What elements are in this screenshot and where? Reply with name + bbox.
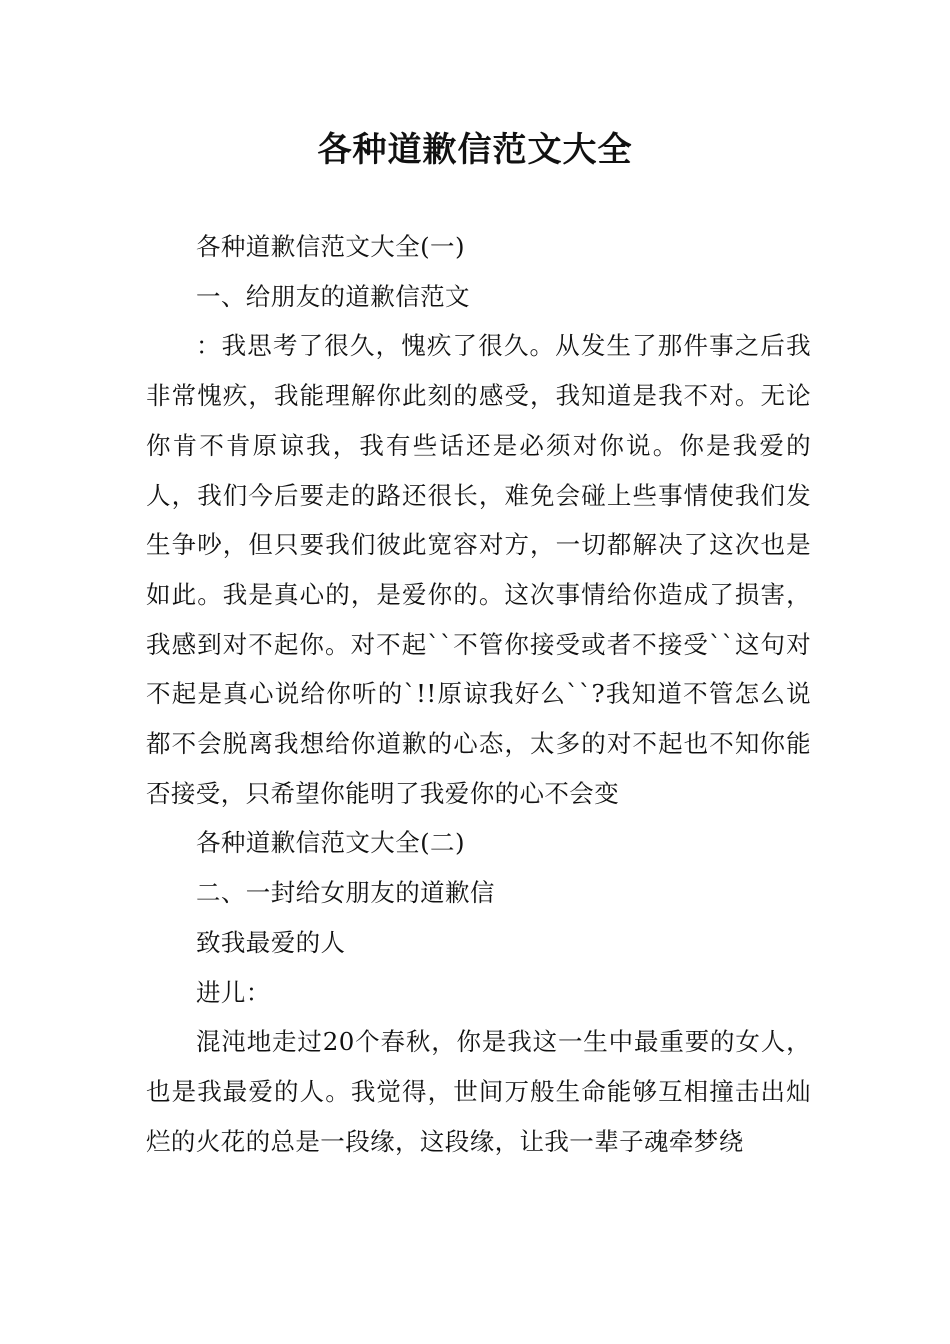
- section-heading-2: 各种道歉信范文大全(二): [196, 828, 465, 858]
- letter-salutation-line: 致我最爱的人: [196, 927, 346, 957]
- subsection-heading-2: 二、一封给女朋友的道歉信: [196, 878, 495, 908]
- document-body: [146, 222, 811, 1166]
- body-paragraph-1: ：我思考了很久，愧疚了很久。从发生了那件事之后我非常愧疚，我能理解你此刻的感受，我知道是我不对。无论你肯不肯原谅我，我有些话还是必须对你说。你是我爱的人，我们今后要走的路还很长，难免会碰上些事情使我们发生争吵，但只要我们彼此宽容对方，一切都解决了这次也是如此。我是真心的，是爱你的。这次事情给你造成了损害，我感到对不起你。对不起``不管你接受或者不接受``这句对不起是真心说给你听的`!!原谅我好么``?我知道不管怎么说都不会脱离我想给你道歉的心态，太多的对不起也不知你能否接受，只希望你能明了我爱你的心不会变: [146, 331, 811, 808]
- section-heading-1: 各种道歉信范文大全(一): [196, 232, 465, 261]
- subsection-heading-1: 一、给朋友的道歉信范文: [196, 281, 470, 311]
- letter-recipient: 进儿：: [196, 977, 271, 1007]
- body-paragraph-2: 混沌地走过20个春秋，你是我这一生中最重要的女人，也是我最爱的人。我觉得，世间万般生命能够互相撞击出灿烂的火花的总是一段缘，这段缘，让我一辈子魂牵梦绕: [146, 1027, 811, 1156]
- document-title: 各种道歉信范文大全: [317, 130, 633, 170]
